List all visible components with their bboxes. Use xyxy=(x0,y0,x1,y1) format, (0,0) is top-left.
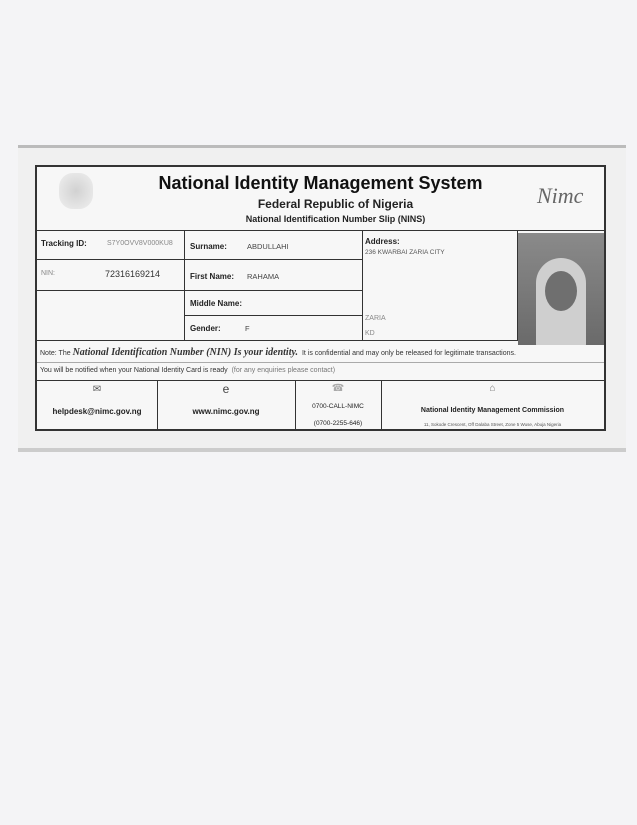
subtitle: Federal Republic of Nigeria xyxy=(257,197,414,211)
commission-name: National Identity Management Commission xyxy=(420,407,565,414)
card-notification: You will be notified when your National Identity Card is ready (for any enquiries please contact) xyxy=(40,367,336,374)
commission-address: 11, Sokode Crescent, Off Dalaba Street, Zone 5 Wuse, Abuja Nigeria xyxy=(423,422,562,427)
website-link: www.nimc.gov.ng xyxy=(192,407,260,416)
first-name-label: First Name: xyxy=(190,272,235,281)
building-icon: ⌂ xyxy=(489,383,496,394)
address-city: ZARIA xyxy=(365,315,386,322)
phone-number: 0700-CALL-NIMC xyxy=(312,403,364,410)
tracking-id-value: S7Y0OVV8V000KU8 xyxy=(107,240,173,247)
gender-label: Gender: xyxy=(190,324,221,333)
surname-label: Surname: xyxy=(190,242,227,251)
tracking-id-label: Tracking ID: xyxy=(41,239,87,248)
nin-note: Note: The National Identification Number (NIN) Is your identity. It is confidential and may only be released for legitimate transactions. xyxy=(40,347,516,358)
nimc-logo: Nimc xyxy=(537,183,584,208)
web-browser-icon: e xyxy=(222,382,230,396)
helpdesk-email: helpdesk@nimc.gov.ng xyxy=(52,407,142,416)
page-title: National Identity Management System xyxy=(158,173,483,193)
email-icon: ✉ xyxy=(92,384,102,395)
address-state: KD xyxy=(365,330,375,337)
nin-slip xyxy=(35,165,606,431)
nin-value: 72316169214 xyxy=(105,269,161,279)
passport-photo xyxy=(518,233,604,345)
address-label: Address: xyxy=(365,237,400,246)
surname-value: ABDULLAHI xyxy=(247,242,289,251)
middle-name-label: Middle Name: xyxy=(190,299,243,308)
phone-number-digits: (0700-2255-646) xyxy=(313,420,363,427)
phone-icon: ☎ xyxy=(331,383,345,394)
nin-label: NIN: xyxy=(41,270,55,277)
address-line1: 236 KWARBAI ZARIA CITY xyxy=(365,249,445,256)
first-name-value: RAHAMA xyxy=(247,272,280,281)
gender-value: F xyxy=(245,324,250,333)
slip-title: National Identification Number Slip (NINS) xyxy=(245,214,426,224)
